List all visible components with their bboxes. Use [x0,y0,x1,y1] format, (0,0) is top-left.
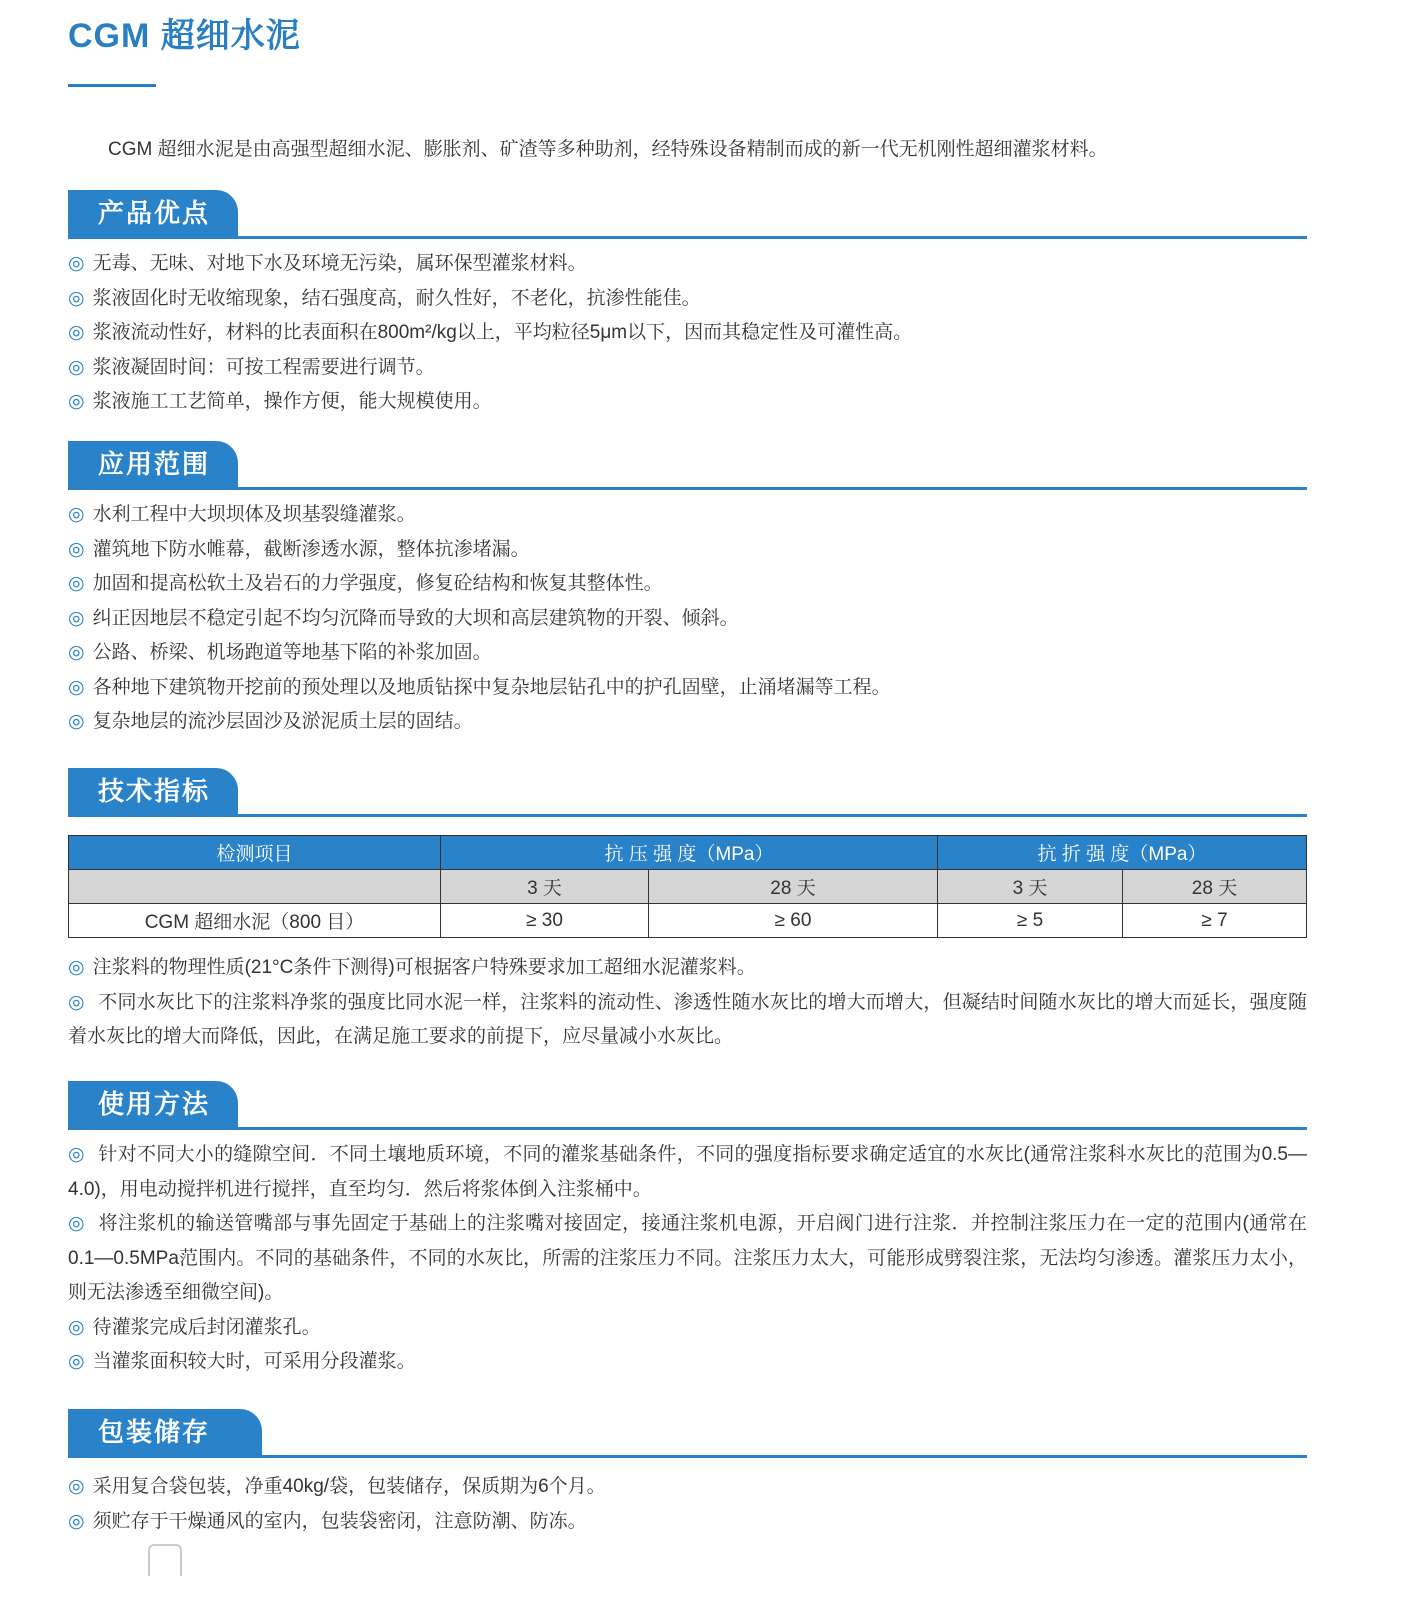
bullet-icon: ◎ [68,676,85,698]
packaging-list [68,1470,1307,1539]
bullet-icon: ◎ [68,607,85,629]
section-advantages [68,190,1307,420]
bullet-icon: ◎ [68,991,85,1013]
list-item-text: 公路、桥梁、机场跑道等地基下陷的补浆加固。 [92,642,492,663]
list-item [68,351,1307,386]
section-header [68,190,1307,239]
notes-list [68,951,1307,1055]
list-item-text: 须贮存于干燥通风的室内，包装袋密闭，注意防潮、防冻。 [92,1510,587,1532]
list-item-text: 各种地下建筑物开挖前的预处理以及地质钻探中复杂地层钻孔中的护孔固壁，止涌堵漏等工程。 [92,676,891,698]
applications-list [68,498,1307,740]
list-item-text: 针对不同大小的缝隙空间．不同土壤地质环境，不同的灌浆基础条件，不同的强度指标要求确定适宜的水灰比(通常注浆科水灰比的范围为0.5—4.0)，用电动搅拌机进行搅拌，直至均匀．然后将浆体倒入注浆桶中。 [68,1144,1307,1200]
list-item-text: 纠正因地层不稳定引起不均匀沉降而导致的大坝和高层建筑物的开裂、倾斜。 [92,607,739,629]
advantages-list [68,247,1307,420]
usage-list [68,1138,1307,1380]
list-item-text: 浆液固化时无收缩现象，结石强度高，耐久性好，不老化，抗渗性能佳。 [92,287,701,309]
list-item [68,1138,1307,1207]
list-item [68,636,1307,671]
list-item-text: 加固和提高松软土及岩石的力学强度，修复砼结构和恢复其整体性。 [92,573,663,594]
cell-value: ≥ 30 [441,904,649,938]
bullet-icon: ◎ [68,287,85,309]
bullet-icon: ◎ [68,538,85,560]
list-item-text: 待灌浆完成后封闭灌浆孔。 [92,1316,321,1338]
list-item-text: 浆液凝固时间：可按工程需要进行调节。 [92,356,435,378]
list-item-text: 将注浆机的输送管嘴部与事先固定于基础上的注浆嘴对接固定，接通注浆机电源，开启阀门进行注浆．并控制注浆压力在一定的范围内(通常在0.1—0.5MPa范围内。不同的基础条件，不同的水灰比，所需的注浆压力不同。注浆压力太大，可能形成劈裂注浆，无法均匀渗透。灌浆压力太小，则无法渗透至细微空间)。 [68,1213,1307,1303]
bullet-icon: ◎ [68,573,85,594]
list-item [68,282,1307,317]
list-item-text: 采用复合袋包装，净重40kg/袋，包装储存，保质期为6个月。 [92,1476,606,1497]
bullet-icon: ◎ [68,1476,85,1497]
page-title: CGM 超细水泥 [68,17,301,55]
bullet-icon: ◎ [68,1144,85,1165]
bullet-icon: ◎ [68,356,85,378]
list-item-text: 浆液施工工艺简单，操作方便，能大规模使用。 [92,391,492,412]
list-item [68,385,1307,420]
list-item [68,986,1307,1055]
section-title: 技术指标 [68,768,238,814]
section-header [68,441,1307,490]
table-subheader-row [69,870,1307,904]
cell-value: ≥ 60 [649,904,938,938]
cell-value: ≥ 5 [938,904,1123,938]
bullet-icon: ◎ [68,504,85,525]
section-header [68,1409,1307,1458]
list-item [68,247,1307,282]
col-item: 检测项目 [69,836,441,870]
list-item-text: 无毒、无味、对地下水及环境无污染，属环保型灌浆材料。 [92,253,587,274]
title-underline [68,84,156,87]
spec-table [68,835,1307,938]
col-compressive: 抗 压 强 度（MPa） [441,836,938,870]
list-item-text: 灌筑地下防水帷幕，截断渗透水源，整体抗渗堵漏。 [92,538,530,560]
bullet-icon: ◎ [68,322,85,343]
section-title: 应用范围 [68,441,238,487]
subheader-3d: 3 天 [441,870,649,904]
list-item [68,951,1307,986]
section-packaging [68,1409,1307,1539]
list-item [68,498,1307,533]
bullet-icon: ◎ [68,1351,85,1372]
section-header [68,768,1307,817]
list-item [68,1505,1307,1540]
list-item [68,671,1307,706]
bullet-icon: ◎ [68,391,85,412]
list-item-text: 水利工程中大坝坝体及坝基裂缝灌浆。 [92,504,416,525]
subheader-empty [69,870,441,904]
table-row [69,904,1307,938]
list-item [68,1207,1307,1311]
cell-value: ≥ 7 [1123,904,1307,938]
table-header-row [69,836,1307,870]
subheader-28d: 28 天 [649,870,938,904]
section-title: 包装储存 [68,1409,262,1455]
list-item-text: 浆液流动性好，材料的比表面积在800m²/kg以上，平均粒径5μm以下，因而其稳定性及可灌性高。 [92,322,913,343]
section-header [68,1081,1307,1130]
row-label: CGM 超细水泥（800 目） [69,904,441,938]
bullet-icon: ◎ [68,957,85,978]
subheader-3d: 3 天 [938,870,1123,904]
logo-icon [148,1544,182,1576]
bullet-icon: ◎ [68,1316,85,1338]
section-title: 产品优点 [68,190,238,236]
list-item-text: 当灌浆面积较大时，可采用分段灌浆。 [92,1351,416,1372]
section-title: 使用方法 [68,1081,238,1127]
bullet-icon: ◎ [68,1213,85,1234]
subheader-28d: 28 天 [1123,870,1307,904]
list-item-text: 注浆料的物理性质(21°C条件下测得)可根据客户特殊要求加工超细水泥灌浆料。 [92,957,756,978]
bullet-icon: ◎ [68,711,85,732]
list-item [68,533,1307,568]
bullet-icon: ◎ [68,1510,85,1532]
bullet-icon: ◎ [68,642,85,663]
col-flexural: 抗 折 强 度（MPa） [938,836,1307,870]
list-item [68,1470,1307,1505]
list-item-text: 不同水灰比下的注浆料净浆的强度比同水泥一样，注浆料的流动性、渗透性随水灰比的增大而增大，但凝结时间随水灰比的增大而延长，强度随着水灰比的增大而降低，因此，在满足施工要求的前提下，应尽量减小水灰比。 [68,991,1307,1047]
bullet-icon: ◎ [68,253,85,274]
list-item [68,567,1307,602]
list-item [68,316,1307,351]
list-item [68,1311,1307,1346]
section-applications [68,441,1307,740]
intro-text: CGM 超细水泥是由高强型超细水泥、膨胀剂、矿渣等多种助剂，经特殊设备精制而成的新一代无机刚性超细灌浆材料。 [108,139,1108,160]
list-item [68,705,1307,740]
list-item [68,602,1307,637]
section-usage [68,1081,1307,1380]
list-item-text: 复杂地层的流沙层固沙及淤泥质土层的固结。 [92,711,473,732]
list-item [68,1345,1307,1380]
section-specs [68,768,1307,1055]
